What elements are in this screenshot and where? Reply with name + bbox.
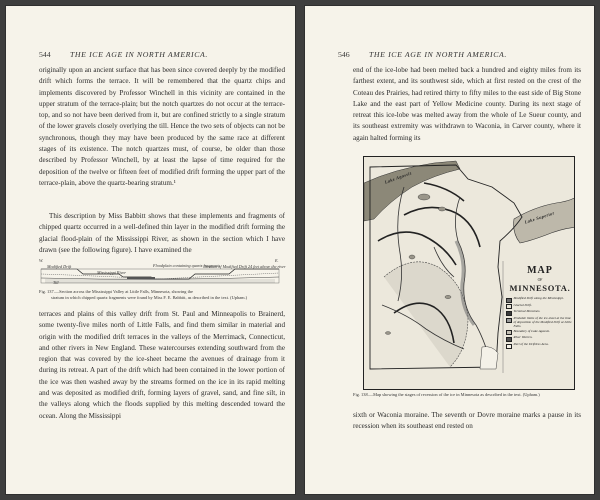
map-legend (506, 297, 574, 350)
body-text-bottom (39, 309, 285, 422)
river-label: Mississippi River (97, 270, 126, 275)
legend-swatch (506, 330, 512, 335)
minnesota-map (363, 156, 575, 390)
map-title-of: OF (537, 278, 543, 282)
paragraph: sixth or Waconia moraine. The seventh or Dovre moraine marks a pause in its recession when its southeast end rested on (353, 411, 581, 431)
figure-caption (39, 289, 283, 300)
running-head: THE ICE AGE IN NORTH AMERICA. (70, 50, 208, 59)
legend-label: Boundary of Lake Agassiz. (513, 328, 550, 333)
legend-swatch (506, 344, 512, 349)
legend-item (506, 297, 574, 303)
legend-label: Terminal Moraines. (513, 309, 541, 314)
legend-swatch (506, 304, 512, 309)
legend-label: Part of the Driftless Area. (513, 342, 549, 347)
paragraph: originally upon an ancient surface that has been since covered deeply by the modified drift which forms the terrace. It will be remembered that the quartz chips and implements discovered by Professor Winchell in this vicinity are contained in the upper stratum of the terrace-plain; but the notch quartzes do not occur at the terrace-top, and so not have been derived from it, but are confined strictly to a single stratum of the lower gravels closely overlying the till. Hence the two sets of objects can not be synchronous, though they may have been produced by the same race at different stages of its existence. The notch quartzes must, of course, be older than those described by Professor Winchell, by at least the lapse of time required for the deposition of the twelve or fifteen feet of modified drift forming the upper part of the terrace-plain, above the quartz-bearing stratum.¹ (39, 66, 285, 187)
paragraph: This description by Miss Babbitt shows that these implements and fragments of chipped quartz occurred in a well-defined thin layer in the modified drift forming the glacial flood-plain of the Mississippi River, as shown in the section which I have drawn (see the following figure). I have examined the (39, 212, 285, 254)
legend-swatch (506, 298, 512, 303)
legend-swatch (506, 337, 512, 342)
body-text-top (39, 65, 285, 189)
legend-swatch (506, 311, 512, 316)
map-title: MAP (527, 265, 553, 276)
lake-superior-label: Lake Superior (523, 210, 556, 225)
floodplain-label: Floodplain containing quartz fragments (153, 263, 221, 268)
legend-item (506, 343, 574, 349)
body-text-middle (39, 211, 285, 256)
map-title-state: MINNESOTA. (509, 283, 571, 293)
right-page (305, 6, 594, 494)
legend-label: River Warren. (513, 335, 533, 340)
legend-label: Modified Drift along the Mississippi. (513, 296, 564, 300)
body-text-bottom (353, 410, 581, 433)
west-label: W. (39, 258, 44, 263)
section-figure (39, 258, 286, 288)
page-number: 544 (39, 50, 51, 59)
caption-lead: Fig. 137.—Section across the Mississippi Valley at Little Falls, Minnesota, showing the (39, 289, 193, 294)
legend-label: Glacial Drift. (513, 302, 532, 307)
body-text-top (353, 65, 581, 144)
legend-label: Probable limits of the ice-sheet at the time of deposition of the Modified Drift at Little Falls. (513, 316, 572, 328)
page-number: 546 (338, 50, 350, 59)
paragraph: end of the ice-lobe had been melted back a hundred and eighty miles from its farthest extent, and its southwest side, which at first rested on the crest of the Coteau des Prairies, had retired thirty to fifty miles to the east side of Big Stone Lake and the east part of Yellow Medicine county. During its next stage of retreat this ice-lobe was melted away from the whole of Le Sueur county, and its southeast extremity was withdrawn to Waconia, in Carver county, where it again halted forming its (353, 66, 581, 142)
legend-swatch (506, 318, 512, 323)
lake-agassiz-label: Lake Agassiz (384, 170, 413, 185)
legend-item (506, 317, 574, 329)
left-page (6, 6, 295, 494)
caption-rest: stratum in which chipped quartz fragments were found by Miss F. E. Babbitt, as described in the text. (Upham.) (51, 294, 248, 300)
running-head: THE ICE AGE IN NORTH AMERICA. (369, 50, 507, 59)
stratum-label: Stratum of Modified Drift 24 feet above the river (204, 264, 286, 269)
east-label: E. (275, 258, 279, 263)
till-label: Till (53, 280, 59, 285)
map-caption: Fig. 138.—Map showing the stages of recession of the ice in Minnesota as described in the text. (Upham.) (353, 392, 540, 397)
paragraph: terraces and plains of this valley drift from St. Paul and Minneapolis to Brainerd, some twenty-five miles north of Little Falls, and find them similar in material and origin with the modified drift terraces in the valleys of the Merrimack, Connecticut, and other rivers in New England. These watercourses extending southward from the region that was covered by the ice-sheet became the avenues of drainage from it during its retreat. A part of the drift which had been contained in the lower portion of the ice was then washed away by the streams formed on the ice in its rapid melting and was deposited as modified drift, forming layers of gravel, sand, and fine silt, in the valleys along which the floods supplied by this melting descended toward the ocean. Along the Mississippi (39, 310, 285, 420)
terrace-label: Modified Drift (47, 264, 72, 269)
